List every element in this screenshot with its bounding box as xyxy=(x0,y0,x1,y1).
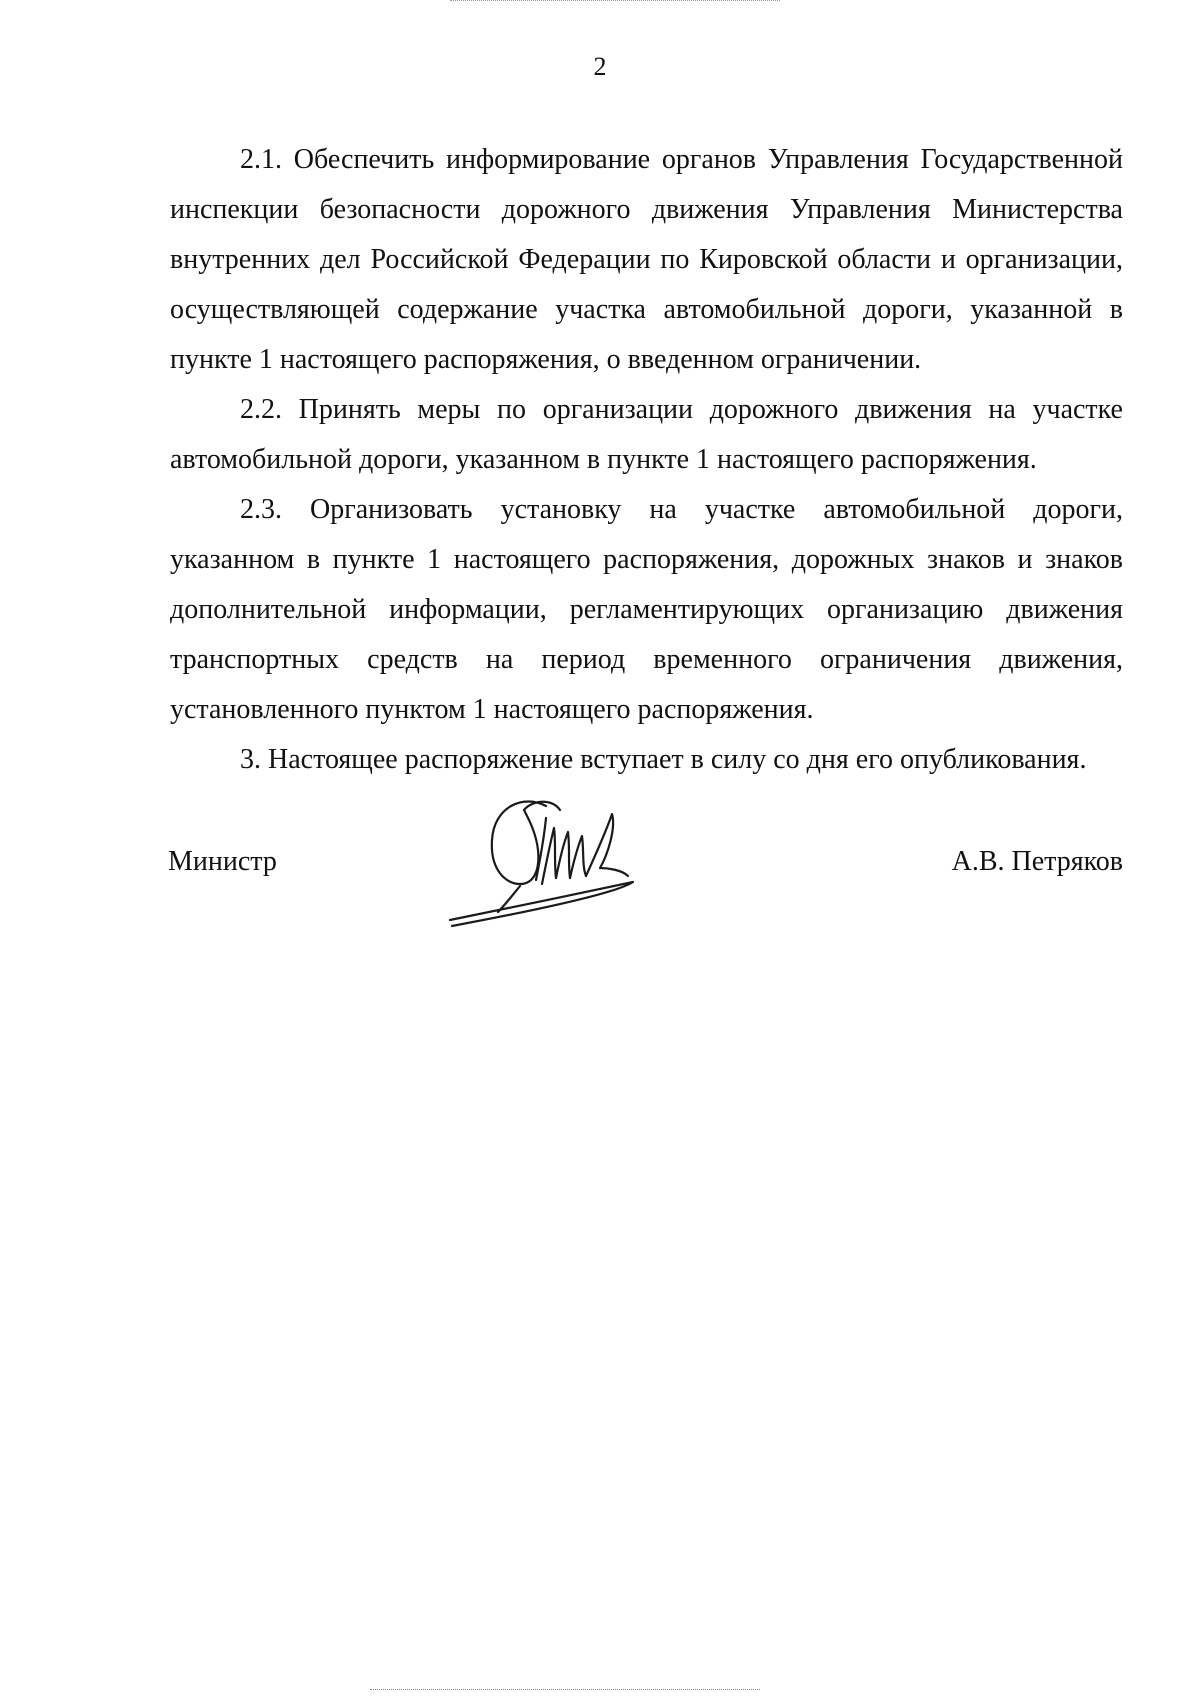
scan-edge-bottom xyxy=(370,1689,760,1692)
paragraph-2-1: 2.1. Обеспечить информирование органов Управления Государственной инспекции безопасности дорожного движения Управления Министерства внутренних дел Российской Федерации по Кировской области и организации, осуществляющей содержание участка автомобильной дороги, указанной в пункте 1 настоящего распоряжения, о введенном ограничении. xyxy=(170,144,1123,375)
signatory-position: Министр xyxy=(168,846,277,877)
signatory-name: А.В. Петряков xyxy=(951,846,1123,877)
paragraph-3: 3. Настоящее распоряжение вступает в силу со дня его опубликования. xyxy=(240,744,1087,775)
handwritten-signature xyxy=(428,788,688,938)
scan-edge-top xyxy=(450,0,780,4)
signature-block xyxy=(168,780,1123,960)
document-body xyxy=(170,135,1123,785)
paragraph-2-3: 2.3. Организовать установку на участке автомобильной дороги, указанном в пункте 1 настоящего распоряжения, дорожных знаков и знаков дополнительной информации, регламентирующих организацию движения транспортных средств на период временного ограничения движения, установленного пунктом 1 настоящего распоряжения. xyxy=(170,494,1123,725)
paragraph-2-2: 2.2. Принять меры по организации дорожного движения на участке автомобильной дороги, указанном в пункте 1 настоящего распоряжения. xyxy=(170,394,1123,475)
page-number: 2 xyxy=(593,52,607,81)
